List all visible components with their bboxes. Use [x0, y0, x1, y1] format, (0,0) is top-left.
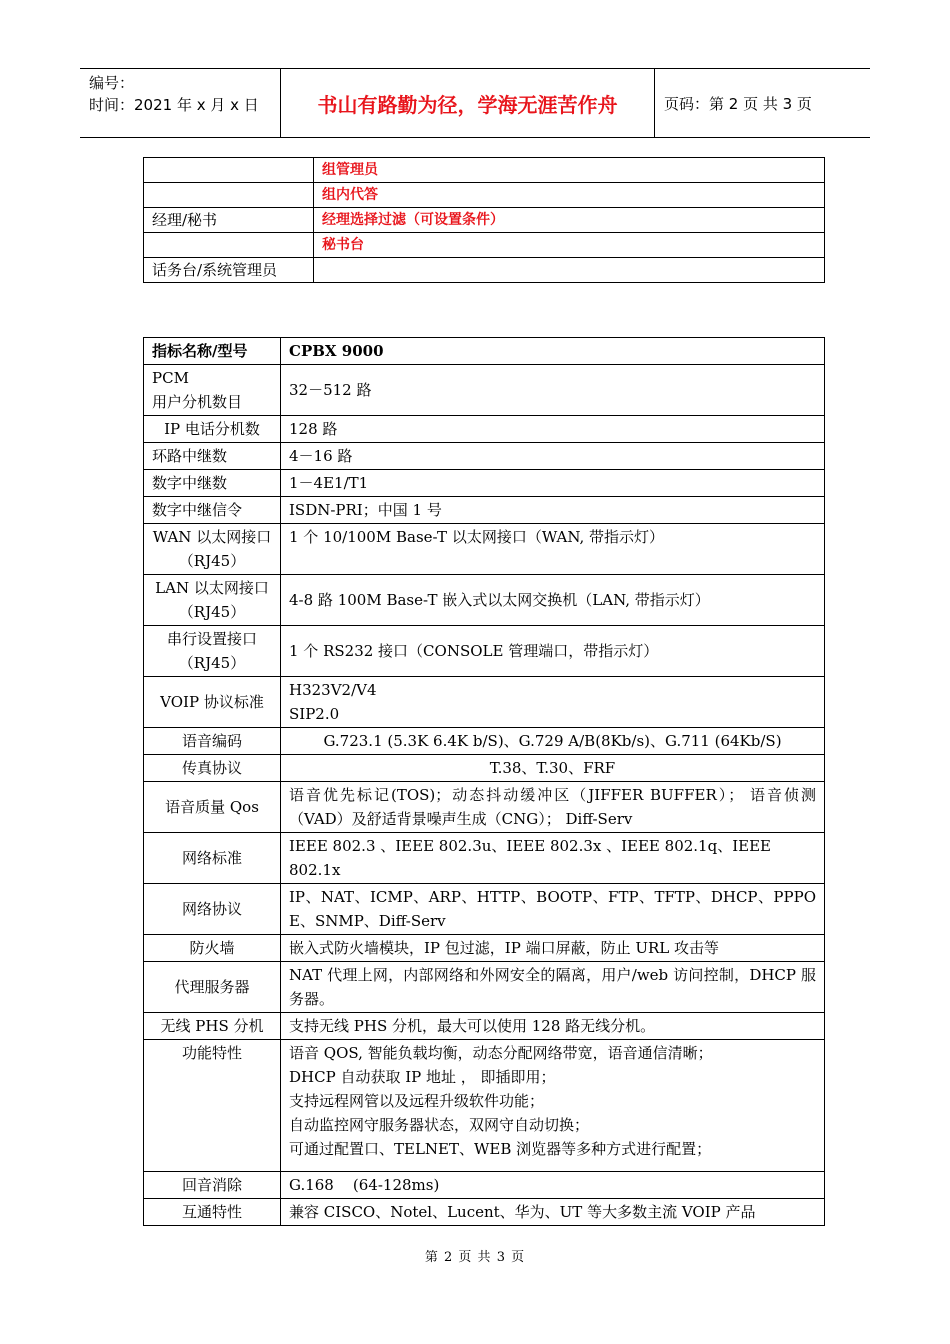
table-row	[144, 443, 825, 470]
table-row	[144, 1013, 825, 1040]
spec-value: 4－16 路	[281, 443, 825, 470]
spec-name: 环路中继数	[144, 443, 281, 470]
spec-name: 传真协议	[144, 755, 281, 782]
spec-header-row	[144, 338, 825, 365]
spec-name: 防火墙	[144, 935, 281, 962]
table-row	[144, 1172, 825, 1199]
role-cell	[144, 158, 314, 183]
number-label: 编号：	[89, 74, 135, 92]
feature-cell: 组管理员	[314, 158, 825, 183]
spec-value: H323V2/V4 SIP2.0	[281, 677, 825, 728]
spec-value: 嵌入式防火墙模块，IP 包过滤，IP 端口屏蔽，防止 URL 攻击等	[281, 935, 825, 962]
spec-name: PCM 用户分机数目	[144, 365, 281, 416]
spec-name: WAN 以太网接口（RJ45）	[144, 524, 281, 575]
role-cell	[144, 183, 314, 208]
header-motto: 书山有路勤为径，学海无涯苦作舟	[281, 69, 655, 137]
spec-value: IEEE 802.3 、IEEE 802.3u、IEEE 802.3x 、IEEE 802.1q、IEEE 802.1x	[281, 833, 825, 884]
header-page-info: 页码：第 2 页 共 3 页	[664, 94, 812, 113]
spec-name: LAN 以太网接口（RJ45）	[144, 575, 281, 626]
table-row	[144, 524, 825, 575]
table-row	[144, 365, 825, 416]
page-footer: 第 2 页 共 3 页	[424, 1250, 526, 1265]
spec-name: 语音编码	[144, 728, 281, 755]
roles-table	[143, 157, 825, 283]
spec-name: IP 电话分机数	[144, 416, 281, 443]
table-row	[144, 497, 825, 524]
spec-name: 串行设置接口（RJ45）	[144, 626, 281, 677]
spec-name: 网络标准	[144, 833, 281, 884]
table-row	[144, 470, 825, 497]
table-row	[144, 884, 825, 935]
table-row	[144, 183, 825, 208]
spec-value: 128 路	[281, 416, 825, 443]
spec-table	[143, 337, 825, 1226]
spec-value: 语音优先标记(TOS)；动态抖动缓冲区（JIFFER BUFFER）； 语音侦测（VAD）及舒适背景噪声生成（CNG）； Diff-Serv	[281, 782, 825, 833]
feature-cell: 经理选择过滤（可设置条件）	[314, 208, 825, 233]
spec-value: ISDN-PRI；中国 1 号	[281, 497, 825, 524]
spec-name: 代理服务器	[144, 962, 281, 1013]
table-row	[144, 575, 825, 626]
spec-name: 语音质量 Qos	[144, 782, 281, 833]
spec-name: 数字中继信令	[144, 497, 281, 524]
spec-value: IP、NAT、ICMP、ARP、HTTP、BOOTP、FTP、TFTP、DHCP、PPPOE、SNMP、Diff-Serv	[281, 884, 825, 935]
table-row	[144, 1040, 825, 1172]
spec-value: T.38、T.30、FRF	[281, 755, 825, 782]
table-row	[144, 728, 825, 755]
time-label: 时间：2021 年 x 月 x 日	[89, 96, 259, 114]
feature-cell: 秘书台	[314, 233, 825, 258]
table-row	[144, 626, 825, 677]
spec-header-name: 指标名称/型号	[144, 338, 281, 365]
spec-name: 功能特性	[144, 1040, 281, 1172]
spec-value: G.723.1 (5.3K 6.4K b/S)、G.729 A/B(8Kb/s)、G.711 (64Kb/S)	[281, 728, 825, 755]
page-header	[80, 68, 870, 138]
table-row	[144, 935, 825, 962]
table-row	[144, 208, 825, 233]
spec-header-model: CPBX 9000	[281, 338, 825, 365]
table-row	[144, 962, 825, 1013]
spec-value: 支持无线 PHS 分机，最大可以使用 128 路无线分机。	[281, 1013, 825, 1040]
table-row	[144, 1199, 825, 1226]
spec-value: NAT 代理上网，内部网络和外网安全的隔离，用户/web 访问控制，DHCP 服务器。	[281, 962, 825, 1013]
table-row	[144, 677, 825, 728]
spec-name: 数字中继数	[144, 470, 281, 497]
spec-name: 无线 PHS 分机	[144, 1013, 281, 1040]
spec-value: 兼容 CISCO、Notel、Lucent、华为、UT 等大多数主流 VOIP 产品	[281, 1199, 825, 1226]
spec-name: VOIP 协议标准	[144, 677, 281, 728]
table-row	[144, 233, 825, 258]
spec-name: 互通特性	[144, 1199, 281, 1226]
role-cell: 经理/秘书	[144, 208, 314, 233]
feature-cell	[314, 258, 825, 283]
table-row	[144, 755, 825, 782]
feature-cell: 组内代答	[314, 183, 825, 208]
spec-value: 1 个 RS232 接口（CONSOLE 管理端口，带指示灯）	[281, 626, 825, 677]
table-row	[144, 258, 825, 283]
table-row	[144, 782, 825, 833]
spec-value: 1 个 10/100M Base-T 以太网接口（WAN, 带指示灯）	[281, 524, 825, 575]
spec-value: 语音 QOS, 智能负载均衡，动态分配网络带宽，语音通信清晰； DHCP 自动获取 IP 地址 ， 即插即用； 支持远程网管以及远程升级软件功能； 自动监控网守服务器状态，双网守自动切换； 可通过配置口、TELNET、WEB 浏览器等多种方式进行配置；	[281, 1040, 825, 1172]
spec-value: 32－512 路	[281, 365, 825, 416]
spec-name: 网络协议	[144, 884, 281, 935]
role-cell	[144, 233, 314, 258]
role-cell: 话务台/系统管理员	[144, 258, 314, 283]
spec-name: 回音消除	[144, 1172, 281, 1199]
spec-value: 4-8 路 100M Base-T 嵌入式以太网交换机（LAN, 带指示灯）	[281, 575, 825, 626]
spec-value: 1－4E1/T1	[281, 470, 825, 497]
table-row	[144, 158, 825, 183]
table-row	[144, 833, 825, 884]
header-meta	[80, 69, 281, 137]
spec-value: G.168 (64-128ms)	[281, 1172, 825, 1199]
table-row	[144, 416, 825, 443]
